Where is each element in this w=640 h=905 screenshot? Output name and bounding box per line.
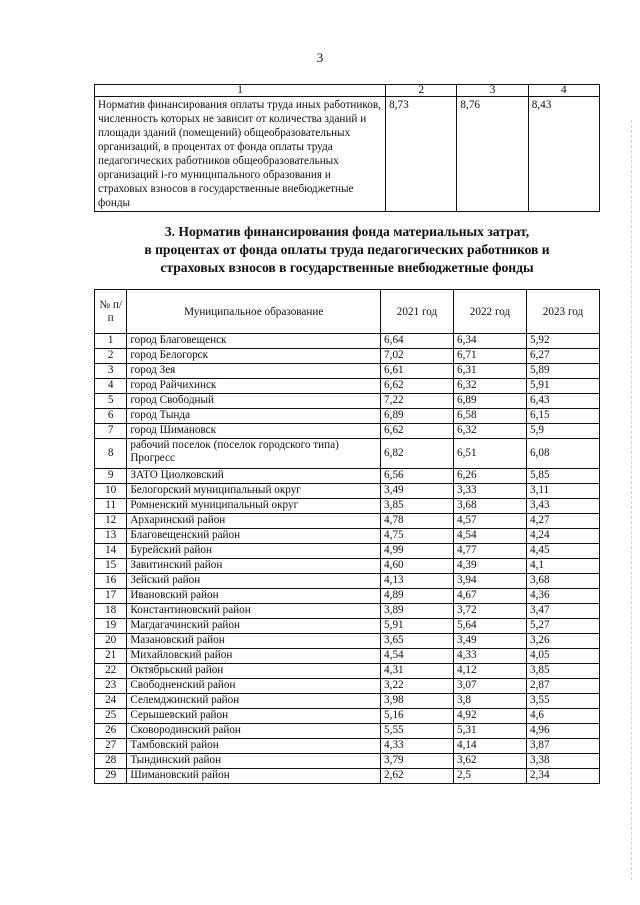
value-2023: 5,92 — [526, 334, 599, 349]
municipality-name: город Зея — [127, 364, 381, 379]
value-2021: 5,16 — [381, 709, 454, 724]
value-2021: 7,22 — [381, 394, 454, 409]
row-number: 18 — [95, 604, 127, 619]
value-2021: 4,78 — [381, 514, 454, 529]
value-2023: 3,85 — [526, 664, 599, 679]
table-row — [95, 709, 600, 724]
value-2022: 5,31 — [454, 724, 527, 739]
table-row — [95, 394, 600, 409]
row-number: 10 — [95, 484, 127, 499]
value-2021: 3,85 — [381, 499, 454, 514]
value-2021: 6,89 — [381, 409, 454, 424]
column-number: 4 — [528, 85, 599, 97]
municipality-name: Тындинский район — [127, 754, 381, 769]
section-title-line: страховых взносов в государственные внебюджетные фонды — [160, 260, 534, 275]
table-row — [95, 589, 600, 604]
municipality-name: Шимановский район — [127, 769, 381, 784]
value-2023: 3,47 — [526, 604, 599, 619]
page-number: 3 — [316, 50, 324, 65]
municipality-name: город Благовещенск — [127, 334, 381, 349]
row-number: 15 — [95, 559, 127, 574]
value-2023: 6,43 — [526, 394, 599, 409]
table-row — [95, 574, 600, 589]
row-number: 3 — [95, 364, 127, 379]
header-2021: 2021 год — [381, 290, 454, 334]
municipality-name: Серышевский район — [127, 709, 381, 724]
table-row — [95, 439, 600, 469]
table-row — [95, 499, 600, 514]
value-2022: 5,64 — [454, 619, 527, 634]
value-2023: 5,89 — [526, 364, 599, 379]
value-2021: 3,79 — [381, 754, 454, 769]
value-2023: 5,9 — [526, 424, 599, 439]
value-2022: 3,8 — [454, 694, 527, 709]
section-title — [94, 223, 600, 277]
value-2021: 6,56 — [381, 469, 454, 484]
value-2021: 4,13 — [381, 574, 454, 589]
value-2023: 6,08 — [526, 439, 599, 469]
value-2022: 6,32 — [454, 424, 527, 439]
value-2021: 3,98 — [381, 694, 454, 709]
table-row — [95, 424, 600, 439]
row-number: 12 — [95, 514, 127, 529]
table-row — [95, 514, 600, 529]
value-2023: 3,68 — [526, 574, 599, 589]
value-2023: 4,1 — [526, 559, 599, 574]
value-2023: 5,27 — [526, 619, 599, 634]
row-number: 9 — [95, 469, 127, 484]
value-2023: 5,85 — [526, 469, 599, 484]
value-2022: 4,14 — [454, 739, 527, 754]
municipality-name: Сковородинский район — [127, 724, 381, 739]
material-costs-table — [94, 289, 600, 784]
value-2021: 5,91 — [381, 619, 454, 634]
value-2021: 3,22 — [381, 679, 454, 694]
municipality-name: рабочий поселок (поселок городского типа) Прогресс — [127, 439, 381, 469]
table-body — [95, 334, 600, 784]
value-2022: 8,76 — [457, 97, 528, 212]
value-2023: 6,27 — [526, 349, 599, 364]
row-number: 7 — [95, 424, 127, 439]
section-title-line: в процентах от фонда оплаты труда педагогических работников и — [144, 242, 550, 257]
value-2023: 4,05 — [526, 649, 599, 664]
table-row — [95, 409, 600, 424]
value-2021: 6,62 — [381, 424, 454, 439]
table-row — [95, 364, 600, 379]
table-row — [95, 769, 600, 784]
municipality-name: Мазановский район — [127, 634, 381, 649]
municipality-name: Завитинский район — [127, 559, 381, 574]
value-2023: 4,36 — [526, 589, 599, 604]
table-row — [95, 379, 600, 394]
norm-description: Норматив финансирования оплаты труда иных работников, численность которых не зависит от количества зданий и площади зданий (помещений) общеобразовательных организаций, в процентах от фонда оплаты труда педагогических работников общеобразовательных организаций i-го муниципального образования и страховых взносов в государственные внебюджетные фонды — [95, 97, 386, 212]
value-2023: 3,38 — [526, 754, 599, 769]
row-number: 20 — [95, 634, 127, 649]
value-2022: 3,49 — [454, 634, 527, 649]
value-2022: 6,26 — [454, 469, 527, 484]
table-row — [95, 754, 600, 769]
municipality-name: Бурейский район — [127, 544, 381, 559]
table-row — [95, 679, 600, 694]
value-2022: 3,07 — [454, 679, 527, 694]
municipality-name: город Райчихинск — [127, 379, 381, 394]
value-2021: 6,61 — [381, 364, 454, 379]
value-2021: 4,31 — [381, 664, 454, 679]
table-row — [95, 619, 600, 634]
value-2022: 4,12 — [454, 664, 527, 679]
row-number: 22 — [95, 664, 127, 679]
value-2021: 6,82 — [381, 439, 454, 469]
value-2021: 4,54 — [381, 649, 454, 664]
municipality-name: Ромненский муниципальный округ — [127, 499, 381, 514]
value-2022: 4,77 — [454, 544, 527, 559]
value-2021: 7,02 — [381, 349, 454, 364]
value-2021: 3,65 — [381, 634, 454, 649]
row-number: 17 — [95, 589, 127, 604]
value-2023: 8,43 — [528, 97, 599, 212]
value-2021: 3,49 — [381, 484, 454, 499]
table-row — [95, 634, 600, 649]
value-2021: 3,89 — [381, 604, 454, 619]
value-2022: 6,51 — [454, 439, 527, 469]
value-2022: 3,62 — [454, 754, 527, 769]
value-2022: 4,92 — [454, 709, 527, 724]
row-number: 14 — [95, 544, 127, 559]
value-2022: 6,58 — [454, 409, 527, 424]
table-header-row — [95, 290, 600, 334]
municipality-name: Свободненский район — [127, 679, 381, 694]
value-2022: 6,31 — [454, 364, 527, 379]
row-number: 8 — [95, 439, 127, 469]
row-number: 29 — [95, 769, 127, 784]
row-number: 24 — [95, 694, 127, 709]
column-number: 1 — [95, 85, 386, 97]
value-2022: 6,89 — [454, 394, 527, 409]
value-2021: 6,62 — [381, 379, 454, 394]
municipality-name: Тамбовский район — [127, 739, 381, 754]
table-row — [95, 97, 600, 212]
value-2022: 4,54 — [454, 529, 527, 544]
value-2023: 2,34 — [526, 769, 599, 784]
value-2023: 4,45 — [526, 544, 599, 559]
value-2022: 4,33 — [454, 649, 527, 664]
value-2023: 2,87 — [526, 679, 599, 694]
value-2021: 8,73 — [386, 97, 457, 212]
municipality-name: Архаринский район — [127, 514, 381, 529]
value-2021: 4,75 — [381, 529, 454, 544]
row-number: 16 — [95, 574, 127, 589]
municipality-name: Зейский район — [127, 574, 381, 589]
value-2023: 3,55 — [526, 694, 599, 709]
row-number: 1 — [95, 334, 127, 349]
continuation-table — [94, 84, 600, 212]
row-number: 26 — [95, 724, 127, 739]
municipality-name: город Шимановск — [127, 424, 381, 439]
row-number: 28 — [95, 754, 127, 769]
value-2023: 3,11 — [526, 484, 599, 499]
value-2023: 3,87 — [526, 739, 599, 754]
table-row — [95, 694, 600, 709]
municipality-name: ЗАТО Циолковский — [127, 469, 381, 484]
municipality-name: Ивановский район — [127, 589, 381, 604]
municipality-name: Октябрьский район — [127, 664, 381, 679]
value-2023: 3,26 — [526, 634, 599, 649]
column-number-row — [95, 85, 600, 97]
table-row — [95, 664, 600, 679]
table-row — [95, 544, 600, 559]
row-number: 23 — [95, 679, 127, 694]
table-row — [95, 529, 600, 544]
municipality-name: Константиновский район — [127, 604, 381, 619]
column-number: 3 — [457, 85, 528, 97]
value-2023: 4,27 — [526, 514, 599, 529]
value-2022: 2,5 — [454, 769, 527, 784]
table-row — [95, 739, 600, 754]
municipality-name: город Белогорск — [127, 349, 381, 364]
row-number: 6 — [95, 409, 127, 424]
municipality-name: Магдагачинский район — [127, 619, 381, 634]
value-2022: 4,67 — [454, 589, 527, 604]
row-number: 21 — [95, 649, 127, 664]
value-2022: 4,39 — [454, 559, 527, 574]
value-2022: 3,33 — [454, 484, 527, 499]
value-2022: 6,34 — [454, 334, 527, 349]
value-2023: 5,91 — [526, 379, 599, 394]
table-row — [95, 649, 600, 664]
row-number: 25 — [95, 709, 127, 724]
value-2021: 4,60 — [381, 559, 454, 574]
value-2022: 4,57 — [454, 514, 527, 529]
value-2021: 4,99 — [381, 544, 454, 559]
table-row — [95, 724, 600, 739]
row-number: 5 — [95, 394, 127, 409]
municipality-name: Селемджинский район — [127, 694, 381, 709]
value-2023: 6,15 — [526, 409, 599, 424]
table-row — [95, 469, 600, 484]
value-2021: 4,89 — [381, 589, 454, 604]
scan-edge-mark — [629, 120, 632, 880]
table-row — [95, 484, 600, 499]
value-2022: 6,71 — [454, 349, 527, 364]
header-number: № п/п — [95, 290, 127, 334]
value-2022: 6,32 — [454, 379, 527, 394]
value-2021: 5,55 — [381, 724, 454, 739]
value-2022: 3,68 — [454, 499, 527, 514]
table-row — [95, 559, 600, 574]
municipality-name: Белогорский муниципальный округ — [127, 484, 381, 499]
municipality-name: Благовещенский район — [127, 529, 381, 544]
header-2022: 2022 год — [454, 290, 527, 334]
column-number: 2 — [386, 85, 457, 97]
section-title-line: 3. Норматив финансирования фонда материальных затрат, — [164, 224, 530, 239]
row-number: 2 — [95, 349, 127, 364]
header-municipality: Муниципальное образование — [127, 290, 381, 334]
municipality-name: город Тында — [127, 409, 381, 424]
row-number: 13 — [95, 529, 127, 544]
row-number: 4 — [95, 379, 127, 394]
value-2022: 3,72 — [454, 604, 527, 619]
row-number: 19 — [95, 619, 127, 634]
value-2023: 3,43 — [526, 499, 599, 514]
row-number: 27 — [95, 739, 127, 754]
municipality-name: город Свободный — [127, 394, 381, 409]
value-2022: 3,94 — [454, 574, 527, 589]
table-row — [95, 334, 600, 349]
table-row — [95, 604, 600, 619]
value-2023: 4,6 — [526, 709, 599, 724]
value-2023: 4,24 — [526, 529, 599, 544]
value-2021: 6,64 — [381, 334, 454, 349]
row-number: 11 — [95, 499, 127, 514]
table-row — [95, 349, 600, 364]
municipality-name: Михайловский район — [127, 649, 381, 664]
value-2021: 4,33 — [381, 739, 454, 754]
value-2023: 4,96 — [526, 724, 599, 739]
value-2021: 2,62 — [381, 769, 454, 784]
header-2023: 2023 год — [526, 290, 599, 334]
